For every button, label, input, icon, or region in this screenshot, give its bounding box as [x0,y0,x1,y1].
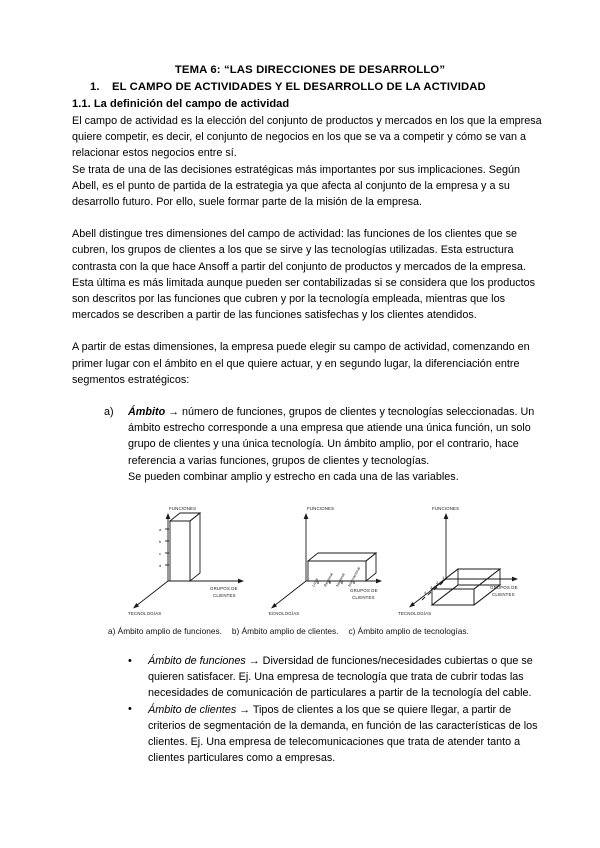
list-marker-a: a) [104,406,114,419]
diagram-c-axis-depth: TECNOLOGÍAS [398,611,432,617]
figure-caption-a: a) Ámbito amplio de funciones. [108,626,222,637]
term-ambito-funciones: Ámbito de funciones [148,655,246,668]
arrow-glyph-2: → [239,703,251,716]
figure-caption [108,625,578,637]
diagram-b-client-2: Regional [323,572,334,588]
term-ambito-clientes: Ámbito de clientes [148,703,237,716]
figure-caption-b: b) Ámbito amplio de clientes. [231,626,339,637]
list-text-ambito-funciones: Diversidad de funciones/necesidades cubiertas o que se quieren satisfacer. Ej. Una empresa de tecnología que trata de cubrir todas las necesidades de comunicación de particulares a partir de la tecnología del cable. [148,655,533,700]
section-heading [72,79,548,95]
diagram-c [398,503,548,628]
diagram-c-svg [398,503,548,628]
diagram-a-axis-horizontal-l1: GRUPOS DE [210,586,238,592]
subsection-heading: 1.1. La definición del campo de actividad [72,98,290,110]
diagram-c-tick-1: 1 [442,575,445,581]
diagram-b-axis-horizontal-l2: CLIENTES [352,595,375,601]
diagram-a-tick-3: c [159,551,161,557]
alpha-list [72,404,548,485]
list-item-ambito-clientes [72,702,548,767]
diagram-b-axis-vertical: FUNCIONES [307,506,335,512]
diagram-b-client-1: Local [311,577,320,588]
diagram-a-tick-4: d [159,563,162,569]
bullet-list [72,653,548,766]
section-heading-text: EL CAMPO DE ACTIVIDADES Y EL DESARROLLO DE LA ACTIVIDAD [112,81,486,93]
paragraph-3: Abell distingue tres dimensiones del campo de actividad: las funciones de los clientes que se cubren, los grupos de clientes a los que se sirve y las tecnologías utilizadas. Esta estructura contrasta con la que hace Ansoff a partir del conjunto de productos y mercados de la empresa. Esta última es más limitada aunque pueden ser contabilizadas si se considera que los productos son descritos por las funciones que cubren y por la tecnología empleada, mientras que los mercados se describen a partir de las funciones satisfechas y los clientes atendidos. [72,228,536,322]
diagram-a-tick-1: a [159,527,162,533]
diagram-a-axis-depth: TECNOLOGÍAS [128,611,162,617]
diagram-c-tick-3: 3 [430,585,433,591]
diagram-group [72,503,548,628]
diagram-b-svg [268,503,418,628]
arrow-glyph-a: → [168,406,179,419]
list-text-ambito: número de funciones, grupos de clientes y tecnologías seleccionadas. Un ámbito estrecho corresponde a una empresa que atiende una única función, un solo grupo de clientes y una única tecnología. Un ámbito amplio, por el contrario, hace referencia a varias funciones, grupos de clientes y tecnologías. [128,406,535,467]
diagram-a-svg [128,503,278,628]
diagram-a-axis-horizontal-l2: CLIENTES [213,593,236,599]
diagram-b-client-3: Nacional [335,572,346,588]
diagram-b [268,503,418,628]
diagram-a [128,503,278,628]
diagram-a-tick-2: b [159,539,162,545]
arrow-glyph-1: → [248,655,260,668]
diagram-b-axis-depth: TECNOLOGÍAS [268,611,300,617]
document-title: TEMA 6: “LAS DIRECCIONES DE DESARROLLO” [174,64,446,76]
list-text-ambito-clientes: Tipos de clientes a los que se quiere llegar, a partir de criterios de segmentación de la demanda, en función de las características de los clientes. Ej. Una empresa de telecomunicaciones que trata de atender tanto a clientes particulares como a empresas. [148,703,538,765]
term-ambito: Ámbito [128,406,166,419]
bullet-glyph-2: • [128,703,132,716]
diagram-b-client-4: Internacional [347,566,362,588]
diagram-c-axis-vertical: FUNCIONES [432,506,460,512]
list-extra-line-ambito: Se pueden combinar amplio y estrecho en cada una de las variables. [128,470,459,483]
list-item-ambito-funciones [72,653,548,702]
figure-caption-c: c) Ámbito amplio de tecnologías. [348,626,469,637]
paragraph-1: El campo de actividad es la elección del conjunto de productos y mercados en los que la empresa quiere competir, es decir, el conjunto de negocios en los que se va a competir y cómo se van a relacionar estos negocios entre sí. [72,115,542,160]
diagram-c-axis-horizontal-l2: CLIENTES [492,592,515,598]
list-item-ambito [72,404,548,485]
diagram-c-tick-4: 4 [424,590,427,596]
figure-ambito-diagrams [72,503,548,653]
diagram-c-tick-2: 2 [436,580,439,586]
diagram-b-axis-horizontal-l1: GRUPOS DE [350,588,378,594]
paragraph-2: Se trata de una de las decisiones estratégicas más importantes por sus implicaciones. Según Abell, es el punto de partida de la estrategia ya que afecta al conjunto de la empresa y a su desarrollo futuro. Por ello, suele formar parte de la misión de la empresa. [72,163,521,209]
diagram-a-axis-vertical: FUNCIONES [169,506,197,512]
bullet-glyph-1: • [128,654,132,667]
section-number: 1. [90,81,100,93]
diagram-c-axis-horizontal-l1: GRUPOS DE [490,585,518,591]
paragraph-4: A partir de estas dimensiones, la empresa puede elegir su campo de actividad, comenzando en primer lugar con el ámbito en el que quiere actuar, y en segundo lugar, la diferenciación entre segmentos estratégicos: [72,341,530,386]
